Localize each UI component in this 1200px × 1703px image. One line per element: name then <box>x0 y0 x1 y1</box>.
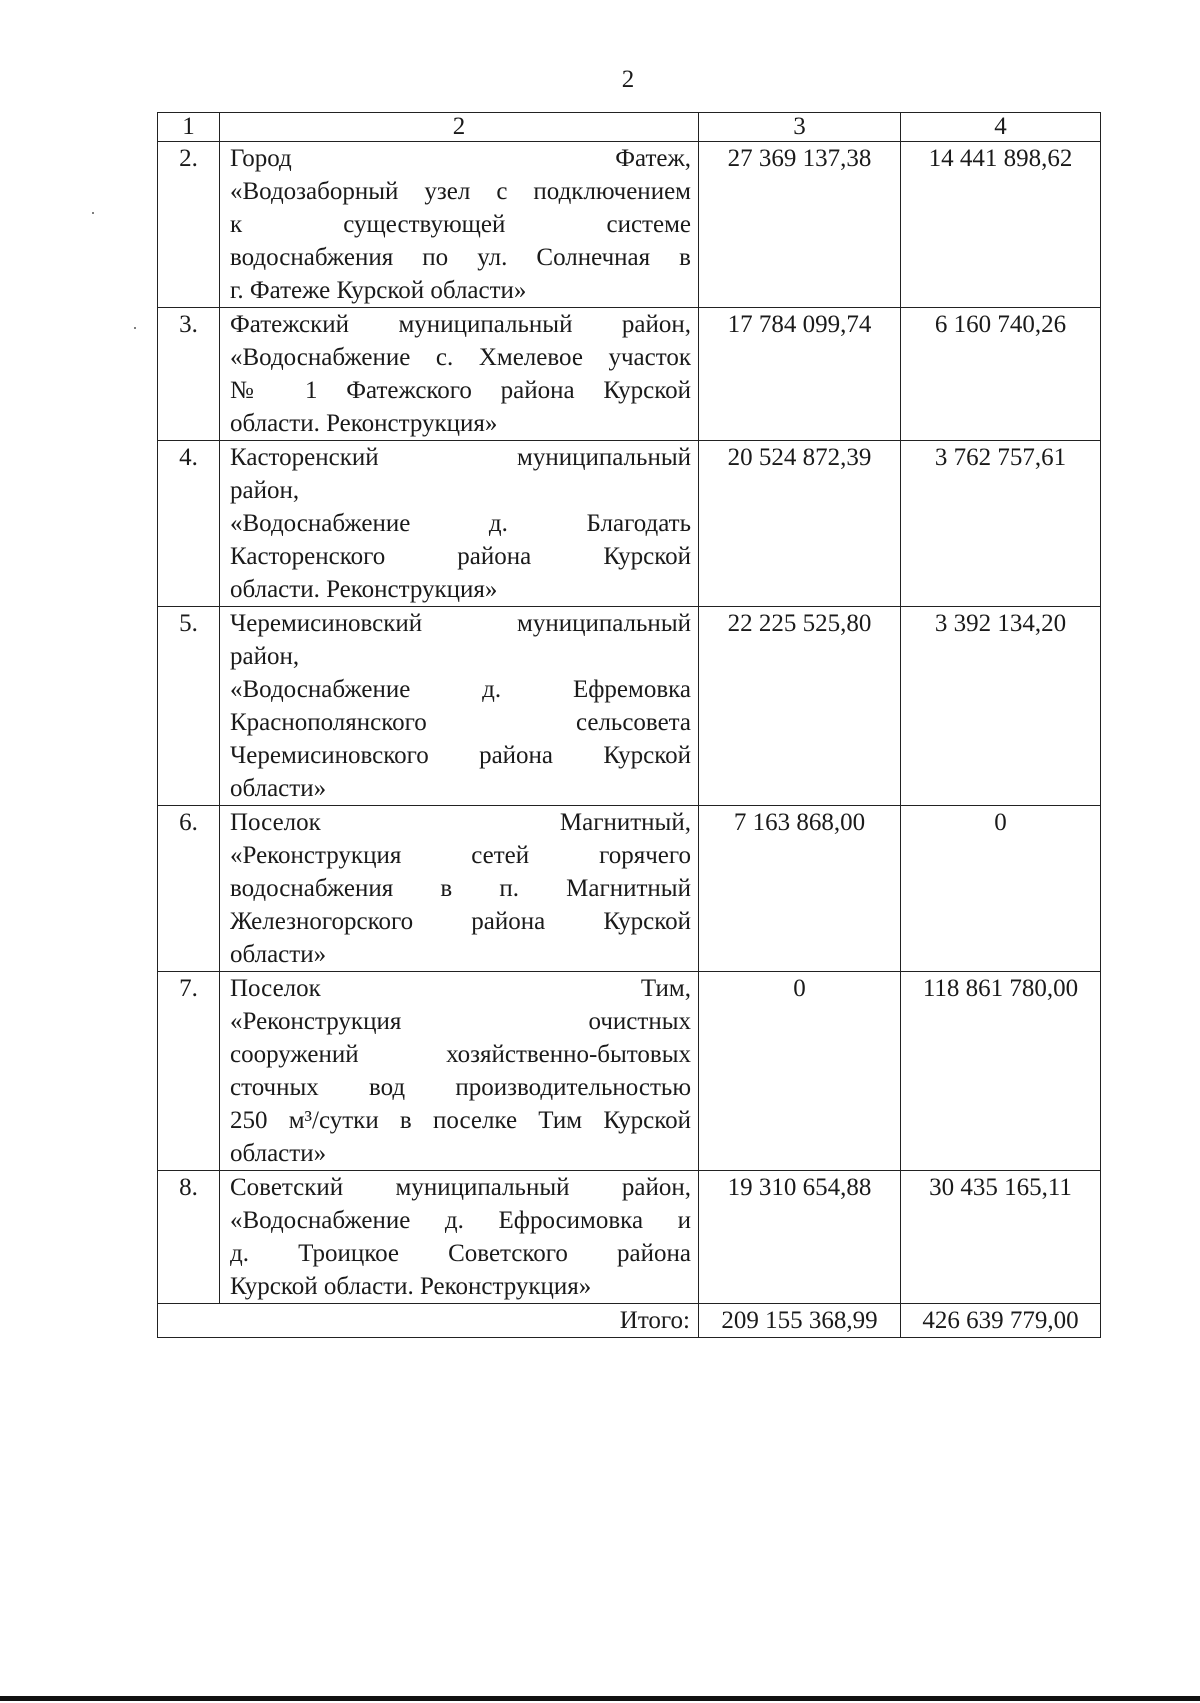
description-line: сточных вод производительностью <box>230 1074 691 1101</box>
description-line: № 1 Фатежского района Курской <box>230 377 691 404</box>
total-label: Итого: <box>158 1304 699 1338</box>
description-line: г. Фатеже Курской области» <box>230 277 527 304</box>
table-row <box>158 607 1101 806</box>
amount-col4-cell: 3 762 757,61 <box>901 441 1101 607</box>
description-line: Фатежский муниципальный район, <box>230 311 691 338</box>
description-line: области» <box>230 775 327 802</box>
description-line: области» <box>230 941 327 968</box>
page-number: 2 <box>621 66 635 93</box>
amount-col4-cell: 118 861 780,00 <box>901 972 1101 1171</box>
project-description-cell <box>220 308 699 441</box>
amount-col3-cell: 7 163 868,00 <box>699 806 901 972</box>
description-line: «Реконструкция сетей горячего <box>230 842 691 869</box>
amount-col3-cell: 22 225 525,80 <box>699 607 901 806</box>
table-header-row <box>158 113 1101 142</box>
description-line: район, <box>230 643 300 670</box>
project-description-cell <box>220 607 699 806</box>
description-line: области» <box>230 1140 327 1167</box>
description-line: Касторенский муниципальный <box>230 444 691 471</box>
table-row <box>158 1171 1101 1304</box>
description-line: «Водоснабжение д. Ефросимовка и <box>230 1207 691 1234</box>
description-line: «Водозаборный узел с подключением <box>230 178 691 205</box>
row-number-cell: 5. <box>158 607 220 806</box>
description-line: 250 м³/сутки в поселке Тим Курской <box>230 1107 691 1134</box>
amount-col3-cell: 20 524 872,39 <box>699 441 901 607</box>
description-line: «Реконструкция очистных <box>230 1008 691 1035</box>
row-number-cell: 4. <box>158 441 220 607</box>
total-row <box>158 1304 1101 1338</box>
project-description-cell <box>220 142 699 308</box>
description-line: сооружений хозяйственно-бытовых <box>230 1041 691 1068</box>
description-line: Советский муниципальный район, <box>230 1174 691 1201</box>
row-number-cell: 2. <box>158 142 220 308</box>
description-line: Черемисиновский муниципальный <box>230 610 691 637</box>
description-line: Краснополянского сельсовета <box>230 709 691 736</box>
scan-speck <box>134 327 136 329</box>
amount-col3-cell: 27 369 137,38 <box>699 142 901 308</box>
description-line: Поселок Тим, <box>230 975 691 1002</box>
header-cell-4: 4 <box>901 113 1101 142</box>
description-line: Город Фатеж, <box>230 145 691 172</box>
description-line: Касторенского района Курской <box>230 543 691 570</box>
description-line: Железногорского района Курской <box>230 908 691 935</box>
amount-col3-cell: 19 310 654,88 <box>699 1171 901 1304</box>
description-line: водоснабжения в п. Магнитный <box>230 875 691 902</box>
description-line: области. Реконструкция» <box>230 410 498 437</box>
description-line: «Водоснабжение с. Хмелевое участок <box>230 344 691 371</box>
amount-col3-cell: 17 784 099,74 <box>699 308 901 441</box>
description-line: к существующей системе <box>230 211 691 238</box>
project-description-cell <box>220 441 699 607</box>
description-line: «Водоснабжение д. Благодать <box>230 510 691 537</box>
project-description-cell <box>220 806 699 972</box>
amount-col4-cell: 30 435 165,11 <box>901 1171 1101 1304</box>
total-col3-cell: 209 155 368,99 <box>699 1304 901 1338</box>
table-row <box>158 308 1101 441</box>
scan-speck <box>92 212 94 214</box>
amount-col4-cell: 0 <box>901 806 1101 972</box>
description-line: водоснабжения по ул. Солнечная в <box>230 244 691 271</box>
scan-edge-rule <box>0 1696 1200 1701</box>
table-row <box>158 806 1101 972</box>
row-number-cell: 7. <box>158 972 220 1171</box>
total-col4-cell: 426 639 779,00 <box>901 1304 1101 1338</box>
description-line: д. Троицкое Советского района <box>230 1240 691 1267</box>
header-cell-2: 2 <box>220 113 699 142</box>
budget-table <box>157 112 1101 1338</box>
description-line: области. Реконструкция» <box>230 576 498 603</box>
description-line: «Водоснабжение д. Ефремовка <box>230 676 691 703</box>
row-number-cell: 8. <box>158 1171 220 1304</box>
row-number-cell: 3. <box>158 308 220 441</box>
table-row <box>158 142 1101 308</box>
project-description-cell <box>220 972 699 1171</box>
description-line: Поселок Магнитный, <box>230 809 691 836</box>
description-line: Курской области. Реконструкция» <box>230 1273 592 1300</box>
table-row <box>158 972 1101 1171</box>
amount-col3-cell: 0 <box>699 972 901 1171</box>
table-row <box>158 441 1101 607</box>
description-line: Черемисиновского района Курской <box>230 742 691 769</box>
row-number-cell: 6. <box>158 806 220 972</box>
header-cell-3: 3 <box>699 113 901 142</box>
header-cell-1: 1 <box>158 113 220 142</box>
project-description-cell <box>220 1171 699 1304</box>
amount-col4-cell: 6 160 740,26 <box>901 308 1101 441</box>
description-line: район, <box>230 477 300 504</box>
amount-col4-cell: 3 392 134,20 <box>901 607 1101 806</box>
amount-col4-cell: 14 441 898,62 <box>901 142 1101 308</box>
